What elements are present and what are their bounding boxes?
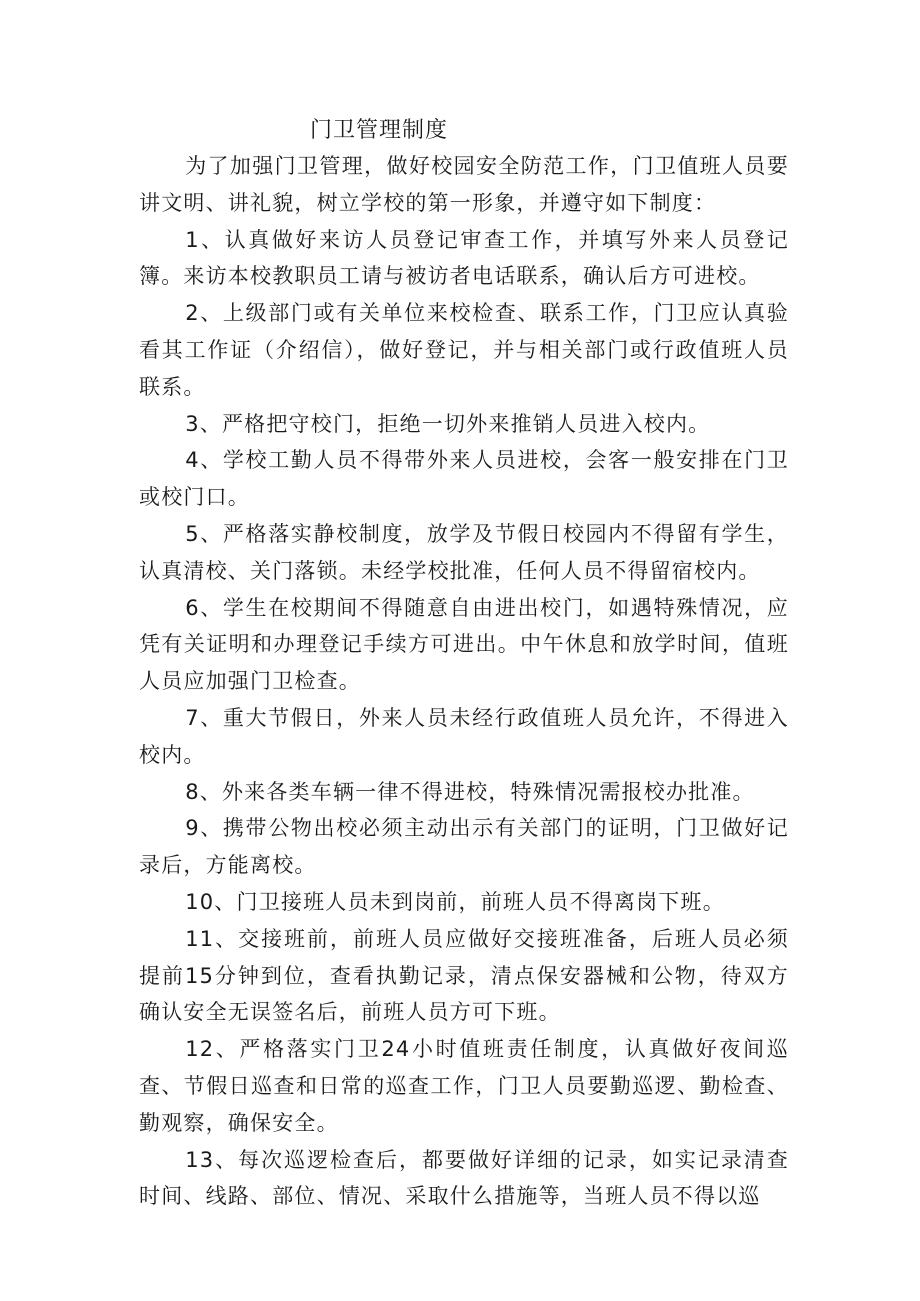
intro-paragraph: 为了加强门卫管理，做好校园安全防范工作，门卫值班人员要讲文明、讲礼貌，树立学校的第一形象，并遵守如下制度：: [139, 154, 789, 215]
rule-paragraph-3: 3、严格把守校门，拒绝一切外来推销人员进入校内。: [185, 411, 711, 436]
rule-paragraph-12: 12、严格落实门卫24小时值班责任制度，认真做好夜间巡查、节假日巡查和日常的巡查工作，门卫人员要勤巡逻、勤检查、勤观察，确保安全。: [139, 1037, 789, 1135]
rule-paragraph-2: 2、上级部门或有关单位来校检查、联系工作，门卫应认真验看其工作证（介绍信），做好登记，并与相关部门或行政值班人员联系。: [139, 301, 789, 399]
rule-paragraph-10: 10、门卫接班人员未到岗前，前班人员不得离岗下班。: [185, 889, 725, 914]
document-title: 门卫管理制度: [310, 118, 449, 143]
rule-paragraph-9: 9、携带公物出校必须主动出示有关部门的证明，门卫做好记录后，方能离校。: [139, 816, 789, 878]
rule-paragraph-4: 4、学校工勤人员不得带外来人员进校，会客一般安排在门卫或校门口。: [139, 448, 789, 510]
rule-paragraph-13: 13、每次巡逻检查后，都要做好详细的记录，如实记录清查时间、线路、部位、情况、采取什么措施等，当班人员不得以巡: [139, 1147, 789, 1209]
rule-paragraph-6: 6、学生在校期间不得随意自由进出校门，如遇特殊情况，应凭有关证明和办理登记手续方可进出。中午休息和放学时间，值班人员应加强门卫检查。: [139, 595, 789, 694]
rule-paragraph-11: 11、交接班前，前班人员应做好交接班准备，后班人员必须提前15分钟到位，查看执勤记录，清点保安器械和公物，待双方确认安全无误签名后，前班人员方可下班。: [139, 926, 789, 1025]
document-body: [139, 148, 789, 1215]
rule-paragraph-5: 5、严格落实静校制度，放学及节假日校园内不得留有学生，认真清校、关门落锁。未经学校批准，任何人员不得留宿校内。: [139, 521, 789, 583]
rule-paragraph-1: 1、认真做好来访人员登记审查工作，并填写外来人员登记簿。来访本校教职员工请与被访者电话联系，确认后方可进校。: [139, 227, 789, 289]
rule-paragraph-7: 7、重大节假日，外来人员未经行政值班人员允许，不得进入校内。: [139, 705, 789, 767]
rule-paragraph-8: 8、外来各类车辆一律不得进校，特殊情况需报校办批准。: [185, 779, 755, 804]
